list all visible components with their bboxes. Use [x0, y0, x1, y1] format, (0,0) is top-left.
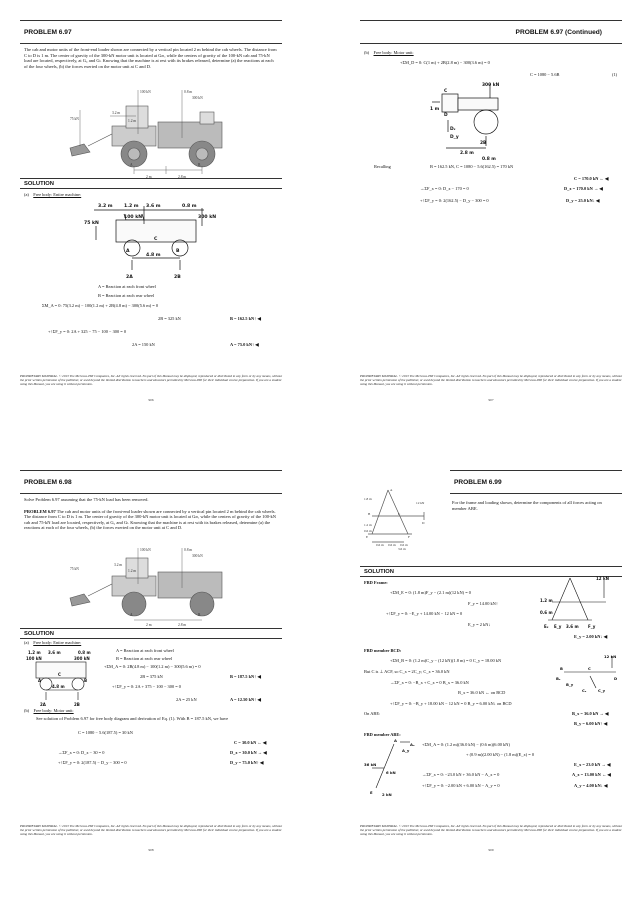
label-08m: 0.8 m [184, 548, 193, 552]
eq-bx: B_x = 36.0 kN ← on BCD [458, 690, 506, 695]
part-a-title: Free body: Entire machine: [33, 192, 82, 197]
label-a: A [130, 163, 133, 167]
answer-bx: B_x = 36.0 kN → ◀ [572, 711, 609, 716]
sk-75kn: 75 kN [84, 221, 99, 226]
label-75kn: 75 kN [70, 117, 79, 121]
sk-36m: 3.6 m [48, 650, 61, 655]
sk-08m: 0.8 m [182, 204, 197, 209]
def-b: B = Reaction at each rear wheel [116, 656, 173, 661]
recall-label: Recalling [374, 164, 391, 169]
sk-300kn: 300 kN [74, 656, 90, 661]
copyright-footer: PROPRIETARY MATERIAL. © 2013 The McGraw-Hill Companies, Inc. All rights reserved. No part of this Manual may be displayed, reproduced or distributed in any form or by any means, without the prior written permission of the publisher, or used beyond the limited distribution to teachers and educators permitted by McGraw-Hill for their individual course preparation. If you are a student using this Manual, you are using it without permission. [20, 374, 282, 386]
copyright-footer: PROPRIETARY MATERIAL. © 2013 The McGraw-Hill Companies, Inc. All rights reserved. No part of this Manual may be displayed, reproduced or distributed in any form or by any means, without the prior written permission of the publisher, or used beyond the limited distribution to teachers and educators permitted by McGraw-Hill for their individual course preparation. If you are a student using this Manual, you are using it without permission. [20, 824, 282, 836]
sk-d: D [614, 676, 618, 681]
sk-2b: 2B [174, 275, 181, 280]
fig-a: A [390, 488, 393, 492]
answer-ay: A_y = 4.00 kN↓ ◀ [574, 783, 608, 788]
answer-dy: D_y = 25.0 kN↓ ◀ [566, 198, 600, 203]
label-b: B [198, 613, 201, 617]
eq-moment-a-cont: + (0.9 m)(2.00 kN) − (1.8 m)(E_x) = 0 [466, 752, 535, 757]
label-28m: 2.8 m [178, 623, 187, 627]
sk-cy: C_y [598, 688, 606, 693]
sk-ey: E_y [554, 624, 562, 629]
def-a: A = Reaction at each front wheel [98, 284, 156, 289]
sk-c: C [58, 672, 61, 677]
machine-fbd-sketch [22, 648, 102, 708]
eq-sum-fy2: +↑ΣF_y = 0: 2(187.5) − D_y − 300 = 0 [58, 760, 127, 765]
sk-32m: 3.2 m [98, 204, 113, 209]
part-b-title: Free body: Motor unit: [373, 50, 414, 55]
eq-moment-a: ΣM_A = 0: 75(3.2 m) − 100(1.2 m) + 2B(4.8 m) − 300(5.6 m) = 0 [42, 303, 159, 308]
problem-statement: The cab and motor units of the front-end loader shown are connected by a vertical pin located 2 m behind the cab wheels. The distance from C to D is 1 m. The center of gravity of the 300-kN motor unit is located at Gₘ, while the centers of gravity of the 100-kN cab and 75-kN load are located, respectively, at G꜀ and Gₗ. Knowing that the machine is at rest with its brakes released, determine (a) the reactions at each of the four wheels, (b) the forces exerted on the motor unit at C and D. [24, 47, 277, 69]
sk-2a: 2A [40, 702, 46, 707]
sk-c: C [154, 237, 158, 242]
but-c-note: But C is ⊥ ACF, so C_x = 2C_y; C_x = 36.0 kN [364, 669, 450, 674]
fig-06m-b: 0.6 m [376, 543, 384, 547]
solution-heading: SOLUTION [360, 566, 622, 577]
answer-by: B_y = 6.00 kN↑ ◀ [574, 721, 608, 726]
problem-intro: Solve Problem 6.97 assuming that the 75-kN load has been removed. [24, 497, 149, 502]
fbd-abe-title: FBD member ABE: [364, 732, 401, 737]
answer-ex: E_x = 23.0 kN → ◀ [574, 762, 611, 767]
answer-b: B = 187.5 kN↑ ◀ [230, 674, 261, 679]
solution-heading: SOLUTION [20, 628, 282, 639]
sk-2b: 2B [480, 141, 487, 146]
sk-ex: Eₓ [544, 624, 549, 629]
label-b: B [198, 163, 201, 167]
label-300kn: 300 kN [192, 96, 203, 100]
fig-d: D [422, 521, 425, 525]
page-909 [360, 470, 622, 870]
label-100kn: 100 kN [140, 548, 151, 552]
sk-100kn: 100 kN [26, 656, 42, 661]
fig-f: F [408, 535, 410, 539]
eq-sum-fy-bcd: +↑ΣF_y = 0: −B_y + 18.00 kN − 12 kN = 0 B_y = 6.00 kN↓ on BCD [390, 701, 512, 706]
bcd-fbd-sketch [556, 654, 622, 694]
on-abe-label: On ABE: [364, 711, 381, 716]
sk-c: C [444, 89, 448, 94]
sk-36kn: 36 kN [364, 762, 377, 767]
eq-sum-fy: +↑ΣF_y = 0: −E_y + 14.00 kN − 12 kN = 0 [386, 611, 463, 616]
page-906 [20, 20, 282, 420]
fig-e: E [366, 535, 369, 539]
answer-a: A = 75.0 kN↑ ◀ [230, 342, 259, 347]
fig-c: C [398, 512, 401, 516]
fig-06m: 0.6 m [364, 529, 372, 533]
sk-48m: 4.8 m [146, 253, 161, 258]
part-a-title: Free body: Entire machine: [33, 640, 82, 645]
label-75kn: 75 kN [70, 567, 79, 571]
eq-moment-e: +ΣM_E = 0: (1.8 m)F_y − (2.1 m)(12 kN) = 0 [390, 590, 471, 595]
sk-12kn-2: 12 kN [604, 654, 617, 659]
answer-b: B = 162.5 kN↑ ◀ [230, 316, 261, 321]
problem-reference [20, 506, 282, 534]
copyright-footer: PROPRIETARY MATERIAL. © 2013 The McGraw-Hill Companies, Inc. All rights reserved. No part of this Manual may be displayed, reproduced or distributed in any form or by any means, without the prior written permission of the publisher, or used beyond the limited distribution to teachers and educators permitted by McGraw-Hill for their individual course preparation. If you are a student using this Manual, you are using it without permission. [360, 824, 622, 836]
reference-text: The cab and motor units of the front-end loader shown are connected by a vertical pin located 2 m behind the cab wheels. The distance from C to D is 1 m. The center of gravity of the 300-kN motor unit is located at Gₘ, while the centers of gravity of the 100-kN cab and 75-kN load are located, respectively, at G꜀ and Gₗ. Knowing that the machine is at rest with its brakes released, determine (a) the reactions at each of the four wheels, (b) the forces exerted on the motor unit at C and D. [24, 508, 277, 531]
label-12m: 1.2 m [128, 119, 137, 123]
label-2m: 2 m [146, 623, 152, 627]
eq-sum-fy: +↑ΣF_y = 0: 2(162.5) − D_y − 300 = 0 [420, 198, 489, 203]
eq-number: (1) [612, 72, 618, 77]
problem-heading: PROBLEM 6.98 [20, 470, 282, 494]
label-100kn: 100 kN [140, 90, 151, 94]
eq-2a: 2A = 150 kN [132, 342, 155, 347]
fig-36m: 3.6 m [398, 547, 406, 550]
eq-sum-fx: →ΣF_x = 0: −B_x + C_x = 0 B_x = 36.0 kN [390, 680, 469, 685]
sk-2kn: 2 kN [382, 792, 392, 797]
sk-dy: D_y [450, 135, 459, 140]
sk-12m: 1.2 m [28, 650, 41, 655]
def-b: B = Reaction at each rear wheel [98, 293, 155, 298]
answer-a: A = 12.50 kN↑ ◀ [230, 697, 261, 702]
eq-2b: 2B = 375 kN [140, 674, 163, 679]
eq-sum-fx: →ΣF_x = 0: D_x − 30 = 0 [58, 750, 105, 755]
fig-b: B [368, 512, 371, 516]
fig-12kn: 12 kN [416, 501, 425, 505]
label-12m: 1.2 m [128, 569, 137, 573]
label-28m: 2.8 m [178, 175, 187, 179]
sk-300kn: 300 kN [198, 215, 217, 220]
eq-moment-b: +ΣM_B = 0: (1.2 m)C_y − (12 kN)(1.8 m) = 0 C_y = 18.00 kN [390, 658, 502, 663]
fig-06m-d: 0.6 m [400, 543, 408, 547]
part-a-label: (a) [24, 640, 29, 645]
eq-sum-fy: +↑ΣF_y = 0: 2A + 375 − 100 − 300 = 0 [112, 684, 182, 689]
fig-18m: 1.8 m [364, 497, 372, 501]
loader-figure [50, 546, 250, 628]
problem-heading: PROBLEM 6.99 [450, 470, 622, 494]
sk-d: D [444, 113, 448, 118]
eq-c-value: C = 1080 − 5.6(187.5) = 30 kN [78, 730, 133, 735]
part-b-title: Free body: Motor unit: [33, 708, 74, 713]
sk-300kn: 300 kN [482, 83, 500, 88]
page-number: 906 [148, 398, 154, 402]
fbd-bcd-title: FBD member BCD: [364, 648, 402, 653]
label-300kn: 300 kN [192, 554, 203, 558]
label-32m: 3.2 m [114, 563, 123, 567]
part-a-label: (a) [24, 192, 29, 197]
answer-c: C = 170.0 kN ← ◀ [574, 176, 609, 181]
see-note: See solution of Problem 6.97 for free body diagram and derivation of Eq. (1). With B = 187.5 kN, we have [36, 716, 229, 721]
problem-statement: For the frame and loading shown, determine the components of all forces acting on member ABE. [452, 500, 602, 511]
sk-ax: Aₓ [410, 742, 415, 747]
page-number: 909 [488, 848, 494, 852]
sk-6kn: 6 kN [386, 770, 396, 775]
answer-c: C = 30.0 kN ← ◀ [234, 740, 267, 745]
label-2m: 2 m [146, 175, 152, 179]
sk-bx: Bₓ [556, 676, 561, 681]
sk-b: B [176, 249, 180, 254]
label-a: A [130, 613, 133, 617]
part-b-label: (b) [364, 50, 370, 55]
page-number: 908 [148, 848, 154, 852]
eq-c-expression: C = 1080 − 5.6B [530, 72, 560, 77]
sk-e: E [370, 790, 373, 795]
sk-2b: 2B [74, 702, 80, 707]
page-907 [360, 20, 622, 420]
page-908 [20, 470, 282, 870]
label-08m: 0.8 m [184, 90, 193, 94]
sk-a: A [394, 738, 397, 743]
problem-heading: PROBLEM 6.97 (Continued) [360, 20, 622, 44]
fig-12m: 1.2 m [364, 523, 372, 527]
fig-06m-c: 0.6 m [388, 543, 396, 547]
sk-ay: A_y [402, 748, 410, 753]
reference-label: PROBLEM 6.97 [24, 508, 56, 514]
sk-d06m: 0.6 m [540, 610, 553, 615]
label-32m: 3.2 m [112, 111, 121, 115]
sk-36m: 3.6 m [146, 204, 161, 209]
eq-sum-fx-abe: →ΣF_x = 0: −23.0 kN + 36.0 kN − A_x = 0 [422, 772, 500, 777]
answer-dx: D_x = 30.0 kN → ◀ [230, 750, 267, 755]
sk-100kn: 100 kN [124, 215, 143, 220]
eq-sum-fy-abe: +↑ΣF_y = 0: −2.00 kN + 6.00 kN − A_y = 0 [422, 783, 500, 788]
eq-moment-a: +ΣM_A = 0: (1.2 m)(36.0 kN) − (0.6 m)(6.00 kN) [422, 742, 510, 747]
copyright-footer: PROPRIETARY MATERIAL. © 2013 The McGraw-Hill Companies, Inc. All rights reserved. No part of this Manual may be displayed, reproduced or distributed in any form or by any means, without the prior written permission of the publisher, or used beyond the limited distribution to teachers and educators permitted by McGraw-Hill for their individual course preparation. If you are a student using this Manual, you are using it without permission. [360, 374, 622, 386]
sk-b: B [560, 666, 563, 671]
sk-cx: Cₓ [582, 688, 587, 693]
answer-dx: D_x = 170.0 kN → ◀ [564, 186, 603, 191]
sk-08m: 0.8 m [78, 650, 91, 655]
frame-figure [364, 486, 444, 550]
sk-c: C [588, 666, 591, 671]
sk-2a: 2A [126, 275, 133, 280]
sk-a: A [38, 678, 42, 683]
eq-2a: 2A = 25 kN [176, 697, 197, 702]
eq-sum-fx: →ΣF_x = 0: D_x − 170 = 0 [420, 186, 469, 191]
recall-values: B = 162.5 kN, C = 1080 − 5.6(162.5) = 170 kN [430, 164, 514, 169]
sk-1m: 1 m [430, 107, 440, 112]
sk-12m: 1.2 m [124, 204, 139, 209]
def-a: A = Reaction at each front wheel [116, 648, 174, 653]
sk-28m: 2.8 m [460, 151, 474, 156]
sk-d36m: 3.6 m [566, 624, 579, 629]
sk-08m: 0.8 m [482, 157, 496, 162]
machine-fbd-sketch [84, 200, 234, 280]
fbd-frame-title: FBD Frame: [364, 580, 388, 585]
sk-dx: Dₓ [450, 127, 456, 132]
sk-fy: F_y [588, 624, 596, 629]
answer-ey: E_y = 2.00 kN↓ ◀ [574, 634, 608, 639]
eq-moment-a: +ΣM_A = 0: 2B(4.8 m) − 100(1.2 m) − 300(5.6 m) = 0 [104, 664, 201, 669]
problem-heading: PROBLEM 6.97 [20, 20, 282, 44]
sk-a: A [126, 249, 130, 254]
sk-12kn: 12 kN [596, 576, 609, 581]
sk-by: B_y [566, 682, 574, 687]
eq-ey: E_y = 2 kN↓ [468, 622, 491, 627]
sk-d12m: 1.2 m [540, 598, 553, 603]
sk-b: B [84, 678, 88, 683]
abe-fbd-sketch [364, 738, 420, 798]
loader-figure [50, 86, 250, 180]
eq-moment-d: +ΣM_D = 0: C(1 m) + 2B(2.8 m) − 300(3.6 m) = 0 [400, 60, 490, 65]
eq-2b: 2B = 325 kN [158, 316, 181, 321]
sk-48m: 4.8 m [52, 684, 65, 689]
solution-heading: SOLUTION [20, 178, 282, 189]
page-number: 907 [488, 398, 494, 402]
answer-dy: D_y = 75.0 kN↑ ◀ [230, 760, 264, 765]
frame-fbd-sketch [540, 574, 620, 630]
motor-unit-sketch [430, 80, 530, 162]
answer-ax: A_x = 13.00 kN ← ◀ [572, 772, 611, 777]
eq-fy: F_y = 14.00 kN↑ [468, 601, 499, 606]
eq-sum-fy: +↑ΣF_y = 0: 2A + 325 − 75 − 100 − 300 = 0 [48, 329, 127, 334]
part-b-label: (b) [24, 708, 30, 713]
